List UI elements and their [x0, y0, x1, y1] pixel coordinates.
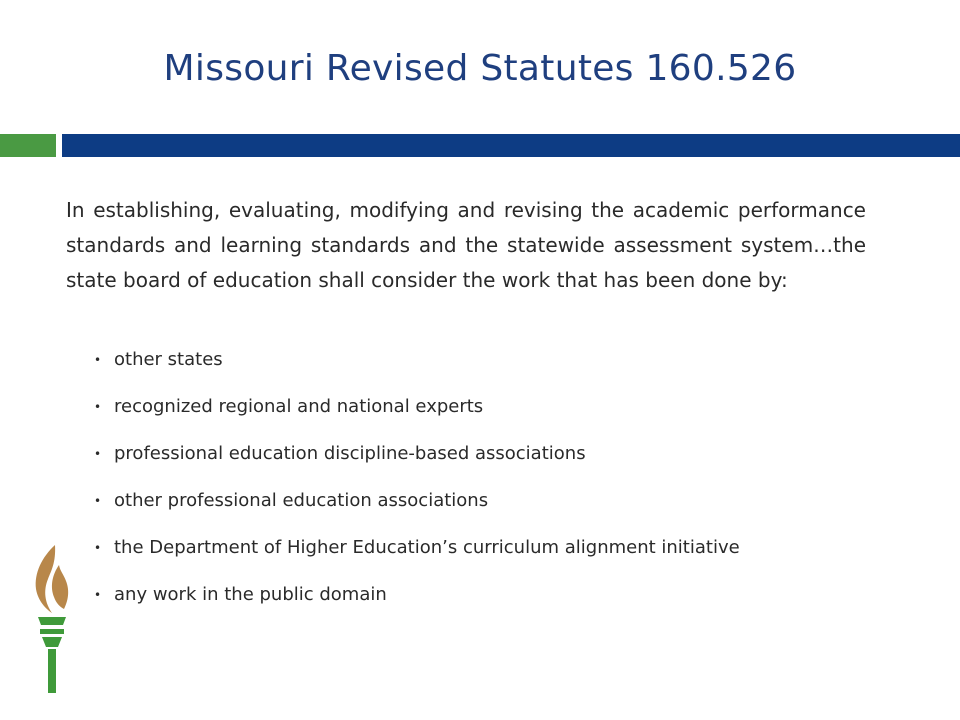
- bullet-text: recognized regional and national experts: [114, 396, 484, 417]
- bullet-text: professional education discipline-based associations: [114, 443, 586, 464]
- torch-icon: [28, 543, 74, 695]
- bullet-text: other professional education associations: [114, 490, 489, 511]
- bullet-dot-icon: •: [94, 588, 102, 602]
- bullet-dot-icon: •: [94, 494, 102, 508]
- torch-handle: [48, 649, 56, 693]
- header-bar-blue: [62, 134, 960, 157]
- bullet-dot-icon: •: [94, 447, 102, 461]
- bullet-item: [94, 345, 740, 392]
- torch-band: [40, 629, 64, 634]
- torch-flame: [36, 545, 55, 613]
- bullet-item: [94, 580, 740, 627]
- bullet-dot-icon: •: [94, 353, 102, 367]
- bullet-item: [94, 439, 740, 486]
- bullet-text: any work in the public domain: [114, 584, 387, 605]
- bullet-list: [94, 345, 740, 627]
- bullet-dot-icon: •: [94, 541, 102, 555]
- bullet-item: [94, 486, 740, 533]
- torch-flame-inner: [52, 565, 68, 609]
- bullet-dot-icon: •: [94, 400, 102, 414]
- slide-title: Missouri Revised Statutes 160.526: [163, 48, 797, 89]
- header-bar-green: [0, 134, 56, 157]
- torch-cup: [38, 617, 66, 625]
- bullet-item: [94, 533, 740, 580]
- bullet-item: [94, 392, 740, 439]
- torch-neck: [42, 637, 62, 647]
- bullet-text: other states: [114, 349, 223, 370]
- intro-paragraph: In establishing, evaluating, modifying and revising the academic performance standards and learning standards and the statewide assessment system…the state board of education shall consider the work that has been done by:: [66, 198, 866, 292]
- bullet-text: the Department of Higher Education’s curriculum alignment initiative: [114, 537, 740, 558]
